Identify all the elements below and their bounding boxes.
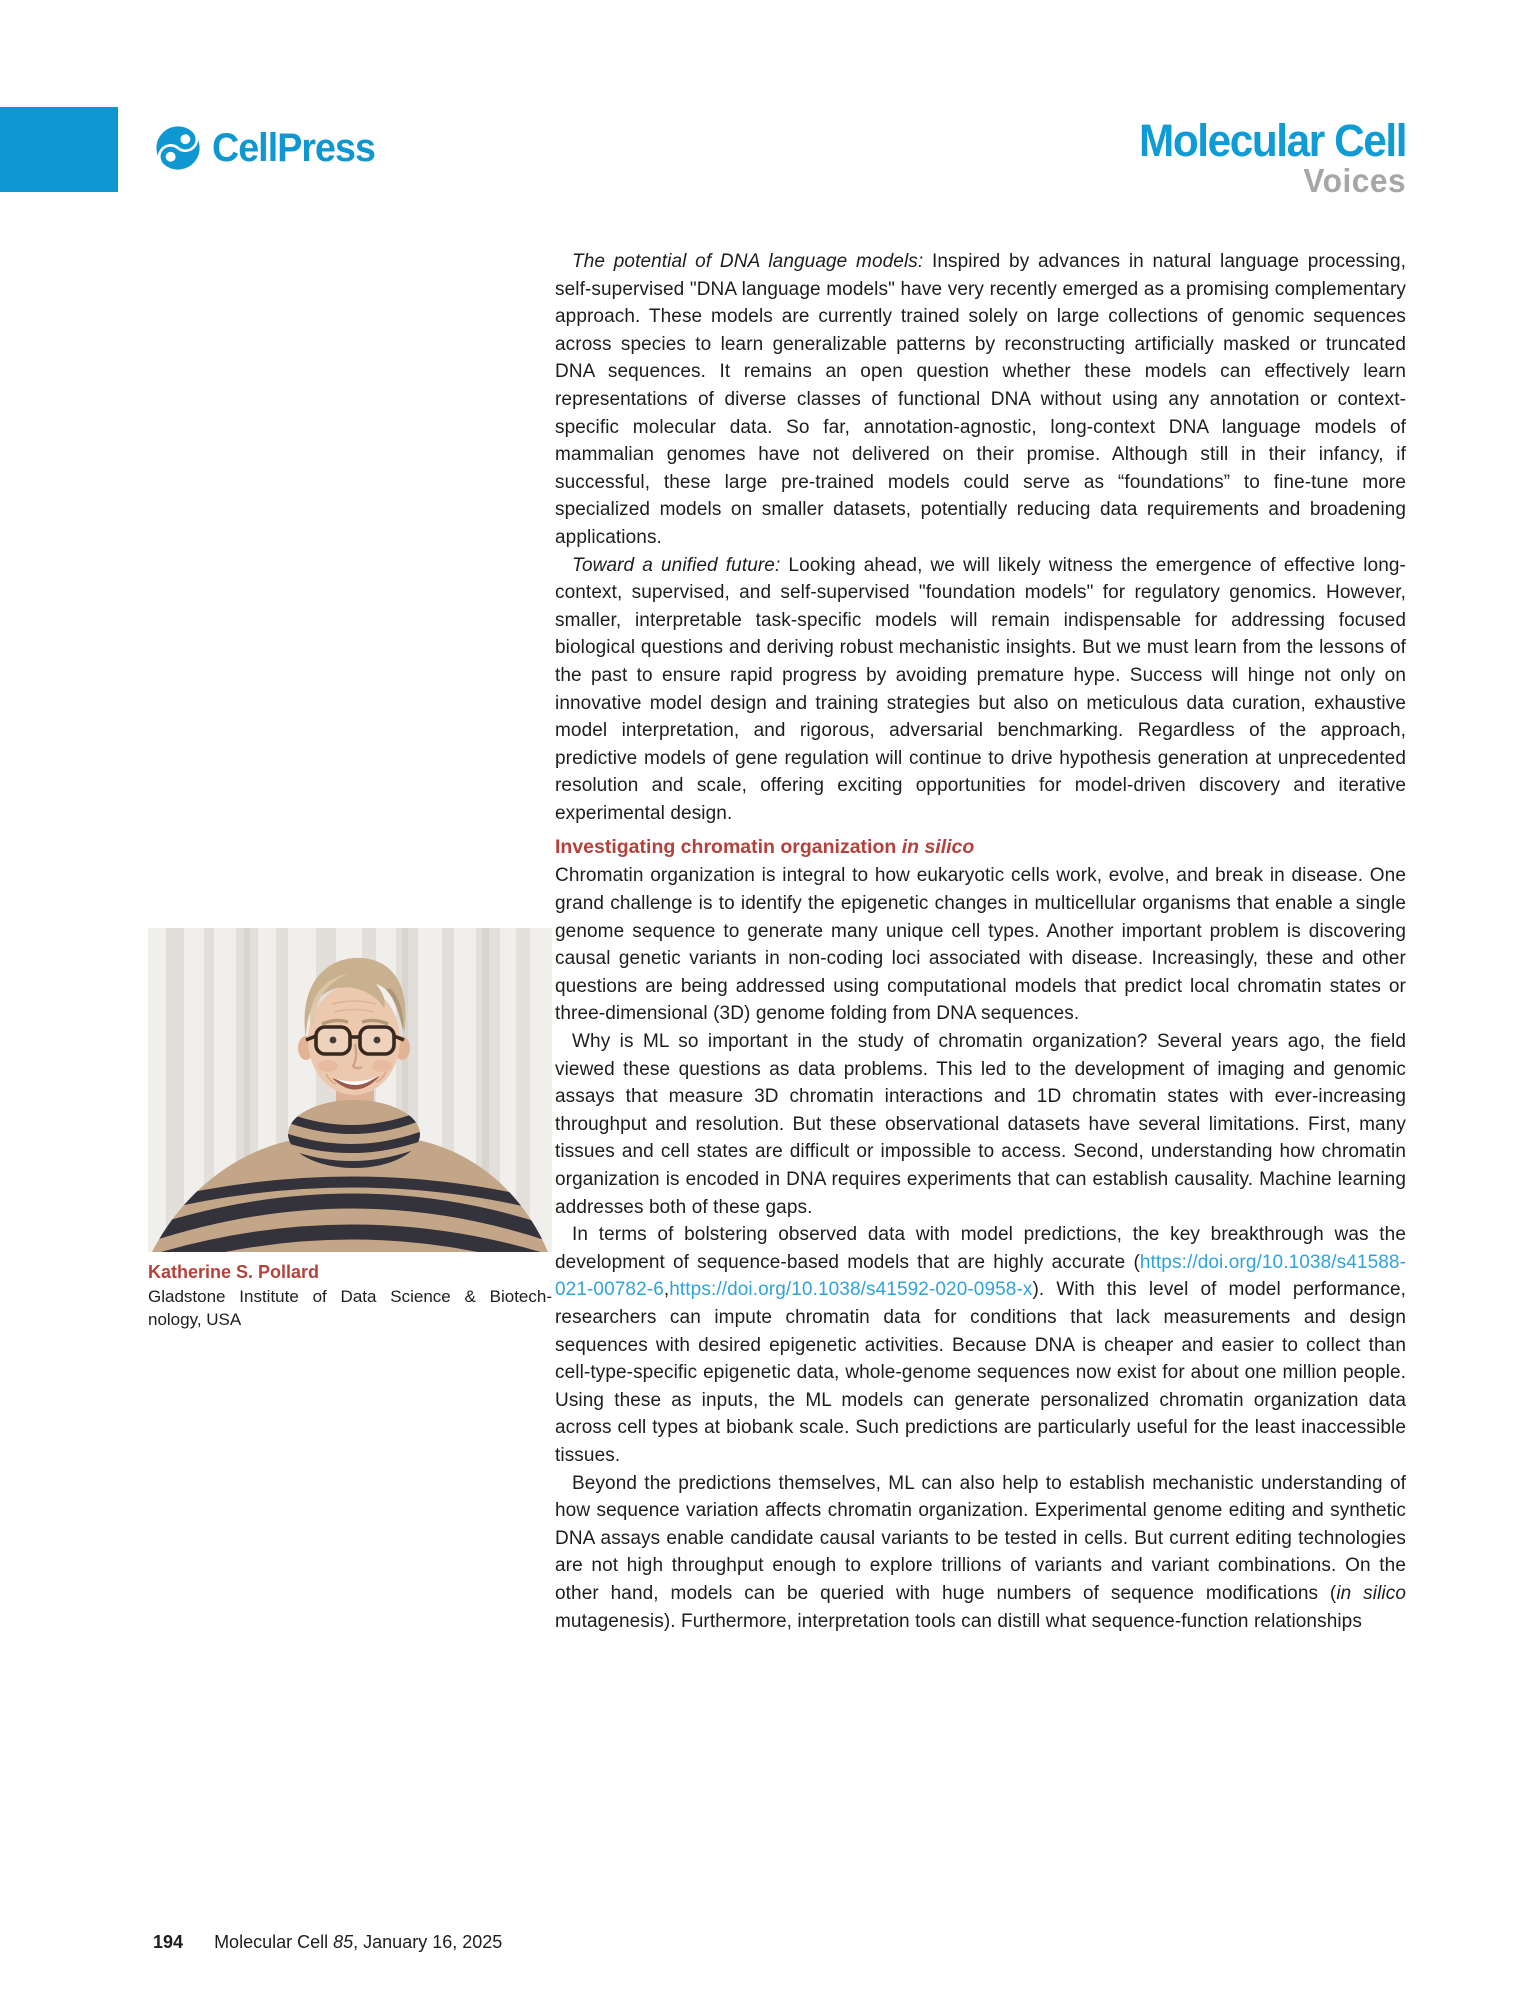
text-segment: Beyond the predictions themselves, ML can also help to establish mechanistic understanding of how sequence variation affects chromatin organization. Experimental genome editing and synthetic DNA assays enable candidate causal variants to be tested in cells. But current editing technologies are not high throughput enough to explore trillions of variants and variant combinations. On the other hand, models can be queried with huge numbers of sequence modifications ( <box>555 1472 1406 1604</box>
journal-title: Molecular Cell <box>1138 115 1406 166</box>
contributor-block <box>148 928 552 1331</box>
affiliation-line-1: Gladstone Institute of Data Science & Biotech- <box>148 1287 552 1306</box>
text-segment: The potential of DNA language models: <box>572 251 932 272</box>
cellpress-logo-text: CellPress <box>212 125 375 170</box>
text-segment: Toward a unified future: <box>572 554 789 576</box>
cellpress-logo <box>152 118 385 178</box>
body-paragraph <box>555 1028 1406 1221</box>
page-footer <box>153 1931 502 1953</box>
cellpress-logo-icon <box>152 122 204 174</box>
text-segment: mutagenesis). Furthermore, interpretation tools can distill what sequence-function relationships <box>555 1610 1362 1632</box>
text-segment: Inspired by advances in natural language processing, self-supervised "DNA language models" have very recently emerged as a promising complementary approach. These models are currently trained solely on large collections of genomic sequences across species to learn generalizable patterns by reconstructing artificially masked or truncated DNA sequences. It remains an open question whether these models can effectively learn representations of diverse classes of functional DNA without using any annotation or context-specific molecular data. So far, annotation-agnostic, long-context DNA language models of mammalian genomes have not delivered on their promise. Although still in their infancy, if successful, these large pre-trained models could serve as “foundations” to fine-tune more specialized models on smaller datasets, potentially reducing data requirements and broadening applications. <box>555 251 1406 548</box>
body-paragraph <box>555 862 1406 1028</box>
article-body <box>555 248 1406 1964</box>
affiliation-line-2: nology, USA <box>148 1310 242 1329</box>
page-number: 194 <box>153 1932 184 1952</box>
text-segment: Investigating chromatin organization <box>555 836 902 859</box>
body-paragraph <box>555 1221 1406 1469</box>
text-segment: In terms of bolstering observed data with model predictions, the key breakthrough was the development of sequence-based models that are highly accurate ( <box>555 1224 1406 1273</box>
footer-journal-name: Molecular Cell <box>214 1932 329 1952</box>
footer-date: , January 16, 2025 <box>353 1932 503 1952</box>
footer-citation <box>214 1932 502 1952</box>
masthead <box>1122 115 1406 199</box>
journal-section: Voices <box>1303 162 1406 199</box>
contributor-affiliation <box>148 1285 552 1331</box>
body-paragraph <box>555 248 1406 552</box>
footer-volume: 85 <box>333 1932 354 1952</box>
portrait-illustration <box>148 928 552 1252</box>
doi-link[interactable]: https://doi.org/10.1038/s41592-020-0958-x <box>669 1279 1033 1301</box>
body-paragraph <box>555 1470 1406 1636</box>
section-heading <box>555 834 1406 861</box>
text-segment: Chromatin organization is integral to how eukaryotic cells work, evolve, and break in disease. One grand challenge is to identify the epigenetic changes in multicellular organisms that enable a single genome sequence to generate many unique cell types. Another important problem is discovering causal genetic variants in non-coding loci associated with disease. Increasingly, these and other questions are being addressed using computational models that predict local chromatin states or three-dimensional (3D) genome folding from DNA sequences. <box>555 865 1406 1025</box>
contributor-photo <box>148 928 552 1252</box>
text-segment: in silico <box>1336 1582 1406 1604</box>
text-segment: Why is ML so important in the study of chromatin organization? Several years ago, the field viewed these questions as data problems. This led to the development of imaging and genomic assays that measure 3D chromatin interactions and 1D chromatin states with ever-increasing throughput and resolution. But these observational datasets have several limitations. First, many tissues and cell states are difficult or impossible to access. Second, understanding how chromatin organization is encoded in DNA requires experiments that can establish causality. Machine learning addresses both of these gaps. <box>555 1031 1406 1218</box>
text-segment: in silico <box>901 836 975 859</box>
contributor-name: Katherine S. Pollard <box>148 1262 320 1282</box>
doi-link[interactable]: https://doi.org/10.1038/s41588-021-00782-6 <box>555 1251 1406 1301</box>
text-segment: ). With this level of model performance, researchers can impute chromatin data for conditions that lack measurements and design sequences with desired epigenetic activities. Because DNA is cheaper and easier to collect than cell-type-specific epigenetic data, whole-genome sequences now exist for about one million people. Using these as inputs, the ML models can generate personalized chromatin organization data across cell types at biobank scale. Such predictions are particularly useful for the least inaccessible tissues. <box>555 1279 1406 1466</box>
body-paragraph <box>555 552 1406 828</box>
text-segment: , <box>663 1279 670 1301</box>
brand-corner-square <box>0 107 118 192</box>
text-segment: Looking ahead, we will likely witness the emergence of effective long-context, supervised, and self-supervised "foundation models" for regulatory genomics. However, smaller, interpretable task-specific models will remain indispensable for addressing focused biological questions and deriving robust mechanistic insights. But we must learn from the lessons of the past to ensure rapid progress by avoiding premature hype. Success will hinge not only on innovative model design and training strategies but also on meticulous data curation, exhaustive model interpretation, and rigorous, adversarial benchmarking. Regardless of the approach, predictive models of gene regulation will continue to drive hypothesis generation at unprecedented resolution and scale, offering exciting opportunities for model-driven discovery and iterative experimental design. <box>555 554 1406 824</box>
